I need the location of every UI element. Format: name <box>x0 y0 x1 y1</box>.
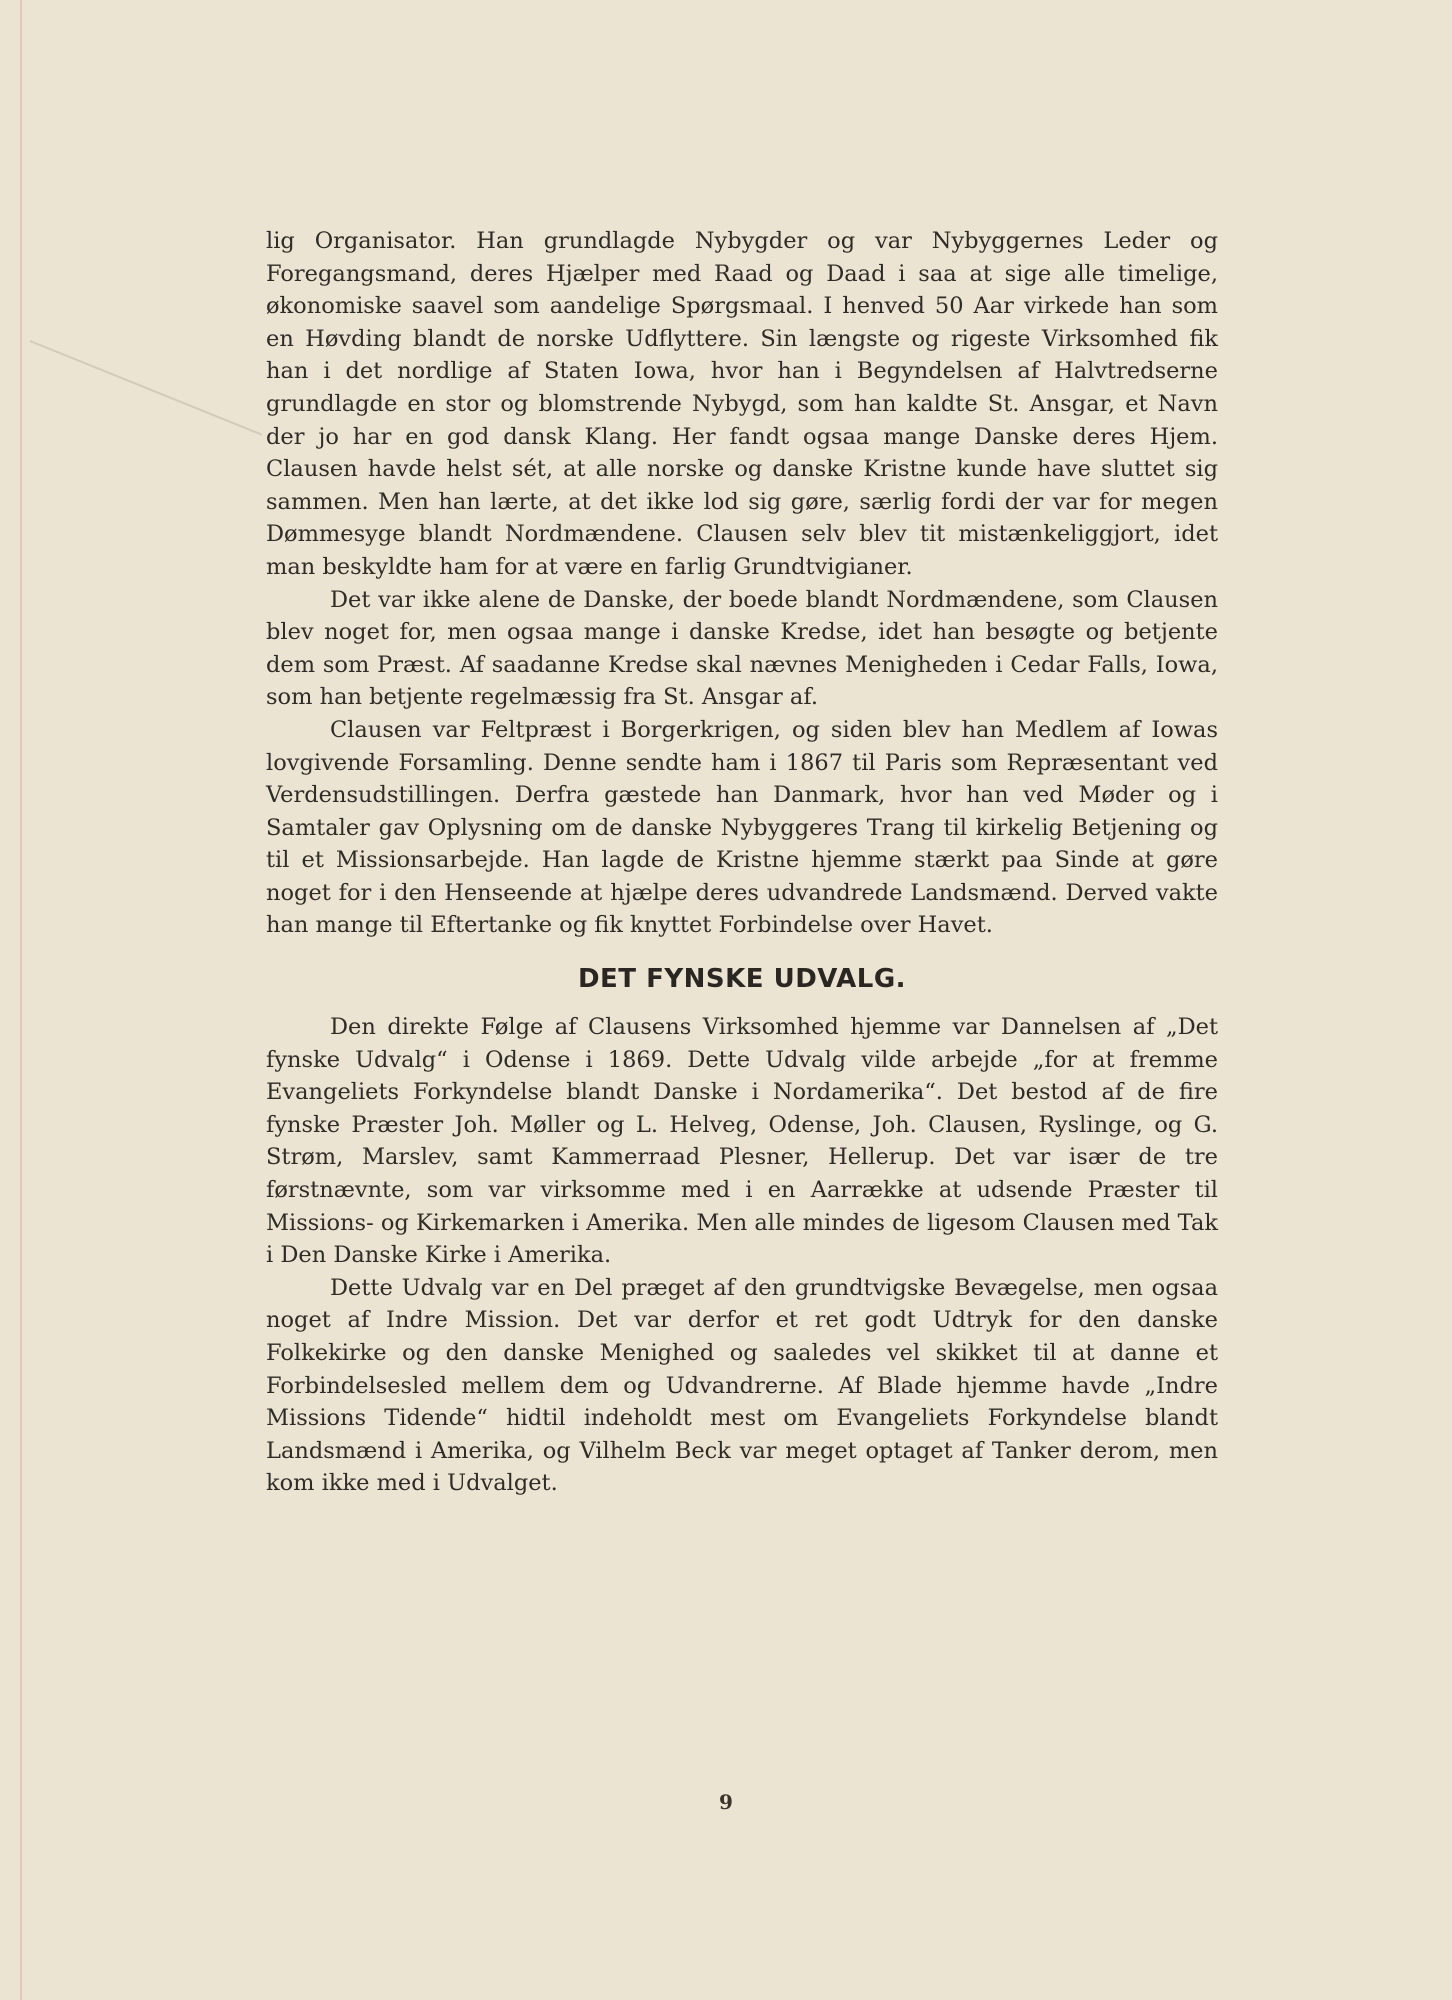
paragraph-3: Clausen var Feltpræst i Borgerkrigen, og siden blev han Medlem af Iowas lovgivende Forsamling. Denne sendte ham i 1867 til Paris som Repræsentant ved Verdensudstillingen. Derfra gæstede han Danmark, hvor han ved Møder og i Samtaler gav Oplysning om de danske Nybyggeres Trang til kirkelig Betjening og til et Missionsarbejde. Han lagde de Kristne hjemme stærkt paa Sinde at gøre noget for i den Henseende at hjælpe deres udvandrede Landsmænd. Derved vakte han mange til Eftertanke og fik knyttet Forbindelse over Havet. <box>266 716 1218 939</box>
paragraph-2: Det var ikke alene de Danske, der boede blandt Nordmændene, som Clausen blev noget for, men ogsaa mange i danske Kredse, idet han besøgte og betjente dem som Præst. Af saadanne Kredse skal nævnes Menigheden i Cedar Falls, Iowa, som han betjente regelmæssig fra St. Ansgar af. <box>266 586 1218 711</box>
body-text <box>266 225 1218 1500</box>
paragraph-1: lig Organisator. Han grundlagde Nybygder og var Nybyggernes Leder og Foregangsmand, deres Hjælper med Raad og Daad i saa at sige alle timelige, økonomiske saavel som aandelige Spørgsmaal. I henved 50 Aar virkede han som en Høvding blandt de norske Udflyttere. Sin længste og rigeste Virksomhed fik han i det nordlige af Staten Iowa, hvor han i Begyndelsen af Halvtredserne grundlagde en stor og blomstrende Nybygd, som han kaldte St. Ansgar, et Navn der jo har en god dansk Klang. Her fandt ogsaa mange Danske deres Hjem. Clausen havde helst sét, at alle norske og danske Kristne kunde have sluttet sig sammen. Men han lærte, at det ikke lod sig gøre, særlig fordi der var for megen Dømmesyge blandt Nordmændene. Clausen selv blev tit mistænkeliggjort, idet man beskyldte ham for at være en farlig Grundtvigianer. <box>266 228 1218 580</box>
paragraph-4: Den direkte Følge af Clausens Virksomhed hjemme var Dannelsen af „Det fynske Udvalg“ i Odense i 1869. Dette Udvalg vilde arbejde „for at fremme Evangeliets Forkyndelse blandt Danske i Nordamerika“. Det bestod af de fire fynske Præster Joh. Møller og L. Helveg, Odense, Joh. Clausen, Ryslinge, og G. Strøm, Marslev, samt Kammerraad Plesner, Hellerup. Det var især de tre førstnævnte, som var virksomme med i en Aarrække at udsende Præster til Missions- og Kirkemarken i Amerika. Men alle mindes de ligesom Clausen med Tak i Den Danske Kirke i Amerika. <box>266 1014 1218 1269</box>
paragraph-5: Dette Udvalg var en Del præget af den grundtvigske Bevægelse, men ogsaa noget af Indre Mission. Det var derfor et ret godt Udtryk for den danske Folkekirke og den danske Menighed og saaledes vel skikket til at danne et Forbindelsesled mellem dem og Udvandrerne. Af Blade hjemme havde „Indre Missions Tidende“ hidtil indeholdt mest om Evangeliets Forkyndelse blandt Landsmænd i Amerika, og Vilhelm Beck var meget optaget af Tanker derom, men kom ikke med i Udvalget. <box>266 1274 1218 1497</box>
paper-fold-crease <box>30 340 263 436</box>
section-heading: DET FYNSKE UDVALG. <box>577 964 907 995</box>
page-number: 9 <box>719 1790 733 1814</box>
page-edge-line <box>20 0 22 2000</box>
